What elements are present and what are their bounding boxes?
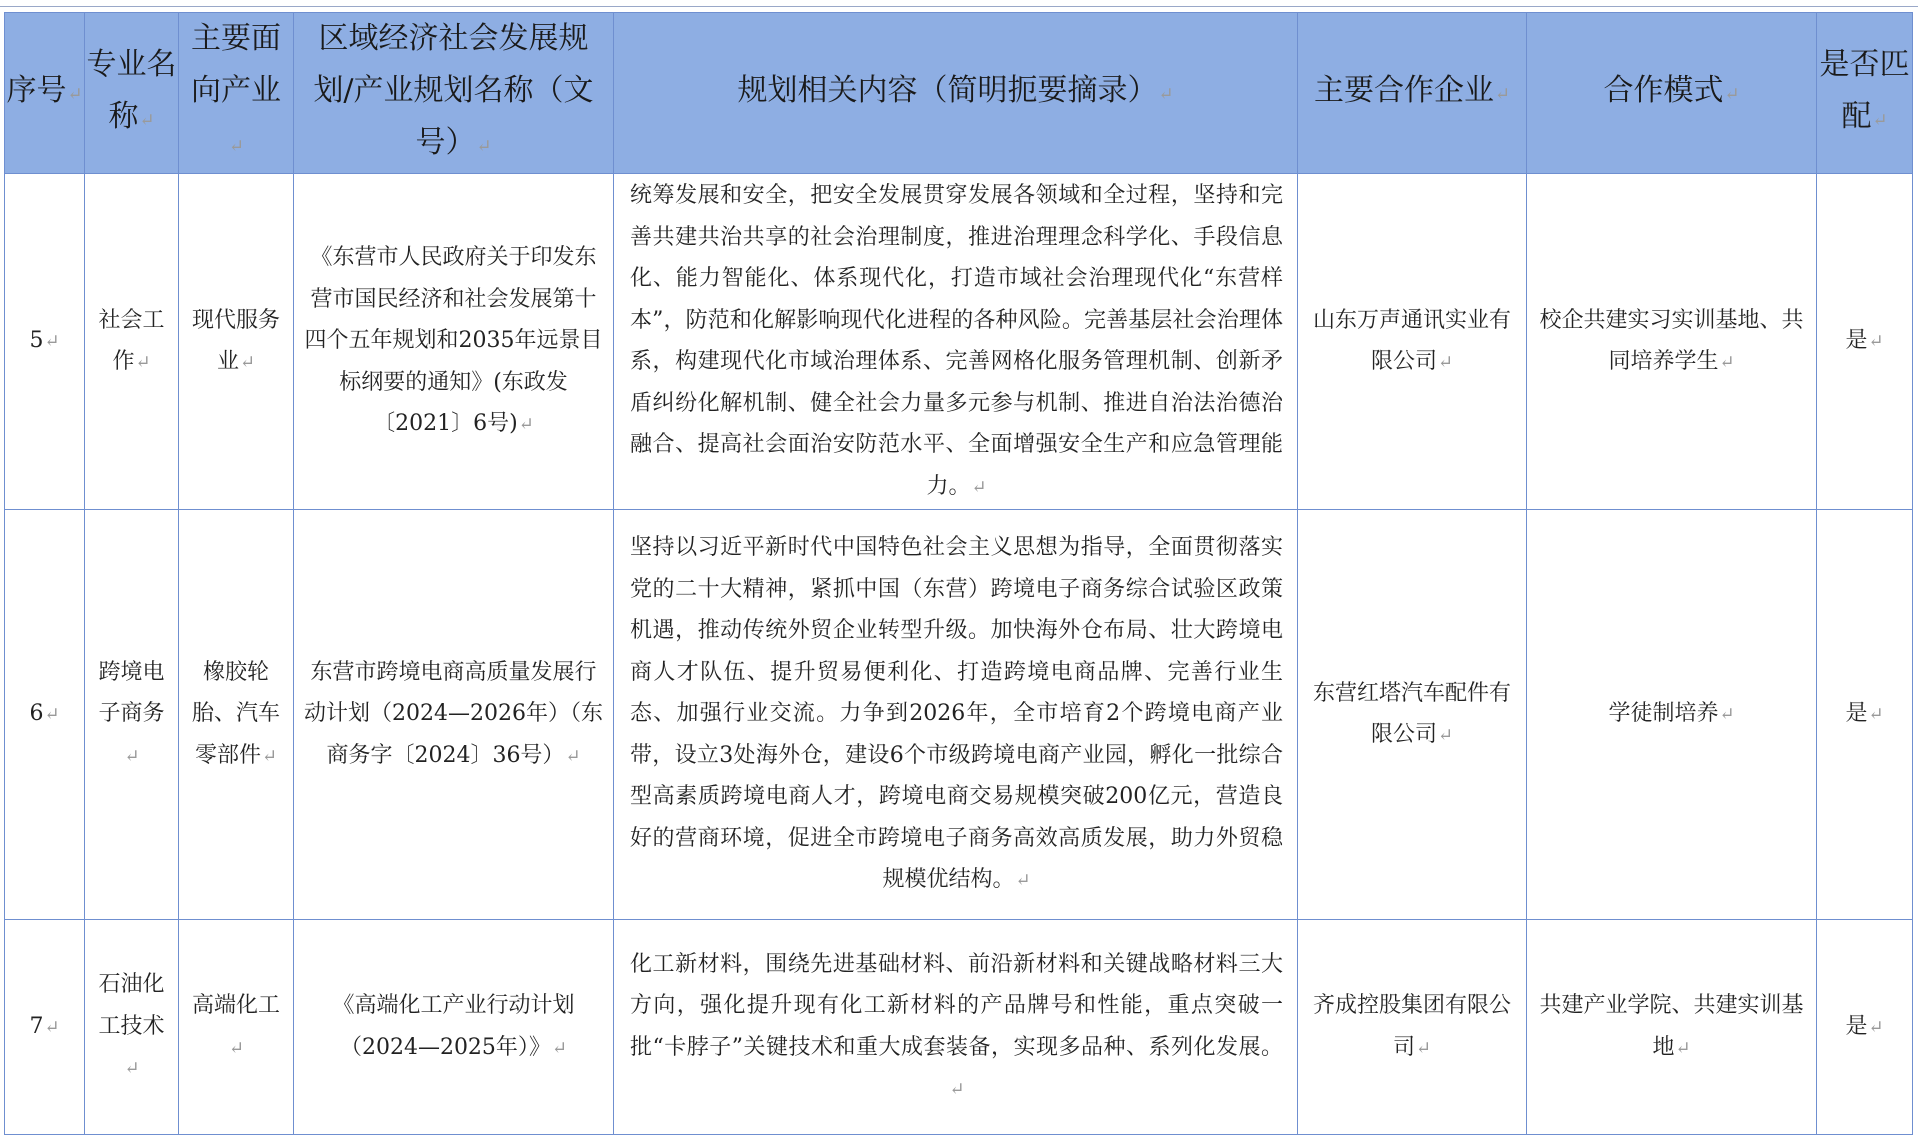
header-industry: 主要面向产业↵ bbox=[179, 13, 294, 174]
header-content: 规划相关内容（简明扼要摘录）↵ bbox=[614, 13, 1298, 174]
table-row bbox=[5, 510, 1913, 920]
cell-plan: 东营市跨境电商高质量发展行动计划（2024—2026年）（东商务字〔2024〕36号）↵ bbox=[294, 510, 614, 920]
cell-major: 社会工作↵ bbox=[85, 174, 179, 510]
cell-index: 5↵ bbox=[5, 174, 85, 510]
table-row bbox=[5, 174, 1913, 510]
cell-enterprise: 山东万声通讯实业有限公司↵ bbox=[1298, 174, 1527, 510]
header-index: 序号↵ bbox=[5, 13, 85, 174]
header-major: 专业名称↵ bbox=[85, 13, 179, 174]
cell-major: 跨境电子商务↵ bbox=[85, 510, 179, 920]
header-enterprise: 主要合作企业↵ bbox=[1298, 13, 1527, 174]
top-rule bbox=[0, 6, 1918, 7]
cell-content: 化工新材料，围绕先进基础材料、前沿新材料和关键战略材料三大方向，强化提升现有化工新材料的产品牌号和性能，重点突破一批“卡脖子”关键技术和重大成套装备，实现多品种、系列化发展。↵ bbox=[614, 920, 1298, 1135]
cell-content: 统筹发展和安全，把安全发展贯穿发展各领域和全过程，坚持和完善共建共治共享的社会治理制度，推进治理理念科学化、手段信息化、能力智能化、体系现代化，打造市域社会治理现代化“东营样本”，防范和化解影响现代化进程的各种风险。完善基层社会治理体系，构建现代化市域治理体系、完善网格化服务管理机制、创新矛盾纠纷化解机制、健全社会力量多元参与机制、推进自治法治德治融合、提高社会面治安防范水平、全面增强安全生产和应急管理能力。↵ bbox=[614, 174, 1298, 510]
cell-mode: 共建产业学院、共建实训基地↵ bbox=[1527, 920, 1817, 1135]
cell-content: 坚持以习近平新时代中国特色社会主义思想为指导，全面贯彻落实党的二十大精神，紧抓中国（东营）跨境电子商务综合试验区政策机遇，推动传统外贸企业转型升级。加快海外仓布局、壮大跨境电商人才队伍、提升贸易便利化、打造跨境电商品牌、完善行业生态、加强行业交流。力争到2026年，全市培育2个跨境电商产业带，设立3处海外仓，建设6个市级跨境电商产业园，孵化一批综合型高素质跨境电商人才，跨境电商交易规模突破200亿元，营造良好的营商环境，促进全市跨境电子商务高效高质发展，助力外贸稳规模优结构。↵ bbox=[614, 510, 1298, 920]
header-plan: 区域经济社会发展规划/产业规划名称（文号）↵ bbox=[294, 13, 614, 174]
cell-major: 石油化工技术↵ bbox=[85, 920, 179, 1135]
cell-plan: 《高端化工产业行动计划（2024—2025年）》↵ bbox=[294, 920, 614, 1135]
header-row bbox=[5, 13, 1913, 174]
cell-industry: 高端化工↵ bbox=[179, 920, 294, 1135]
cell-plan: 《东营市人民政府关于印发东营市国民经济和社会发展第十四个五年规划和2035年远景目标纲要的通知》(东政发〔2021〕6号)↵ bbox=[294, 174, 614, 510]
header-match: 是否匹配↵ bbox=[1817, 13, 1913, 174]
cell-mode: 校企共建实习实训基地、共同培养学生↵ bbox=[1527, 174, 1817, 510]
document-sheet bbox=[4, 12, 1913, 1135]
cell-enterprise: 齐成控股集团有限公司↵ bbox=[1298, 920, 1527, 1135]
cell-match: 是↵ bbox=[1817, 920, 1913, 1135]
cell-index: 7↵ bbox=[5, 920, 85, 1135]
cell-mode: 学徒制培养↵ bbox=[1527, 510, 1817, 920]
header-mode: 合作模式↵ bbox=[1527, 13, 1817, 174]
cell-industry: 现代服务业↵ bbox=[179, 174, 294, 510]
cell-industry: 橡胶轮胎、汽车零部件↵ bbox=[179, 510, 294, 920]
cell-enterprise: 东营红塔汽车配件有限公司↵ bbox=[1298, 510, 1527, 920]
plan-table bbox=[4, 12, 1913, 1135]
cell-match: 是↵ bbox=[1817, 510, 1913, 920]
cell-index: 6↵ bbox=[5, 510, 85, 920]
table-row bbox=[5, 920, 1913, 1135]
cell-match: 是↵ bbox=[1817, 174, 1913, 510]
